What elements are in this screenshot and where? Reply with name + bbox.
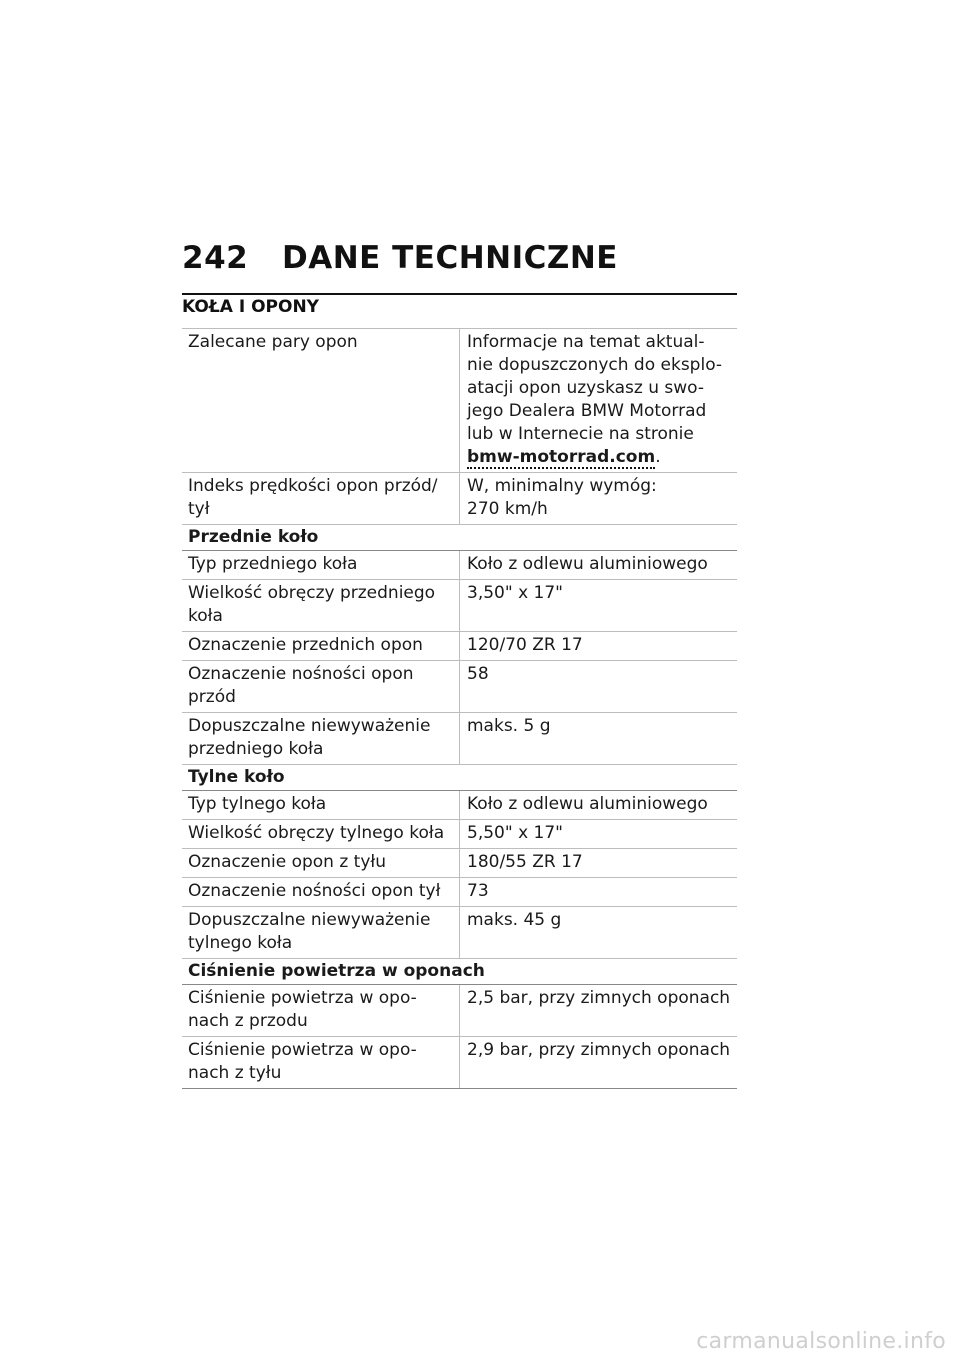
table-row: Dopuszczalne niewyważenie przedniego koła maks. 5 g	[182, 713, 737, 765]
table-row: Typ tylnego koła Koło z odlewu aluminiowego	[182, 791, 737, 820]
table-row: Oznaczenie nośności opon przód 58	[182, 661, 737, 713]
table-row: Wielkość obręczy przedniego koła 3,50" x 17"	[182, 580, 737, 632]
table-row: Wielkość obręczy tylnego koła 5,50" x 17"	[182, 820, 737, 849]
table-row: Dopuszczalne niewyważenie tylnego koła maks. 45 g	[182, 907, 737, 959]
spec-table	[182, 328, 737, 1089]
table-row: Typ przedniego koła Koło z odlewu aluminiowego	[182, 551, 737, 580]
table-row: Oznaczenie przednich opon 120/70 ZR 17	[182, 632, 737, 661]
table-row	[182, 329, 737, 473]
section-title: KOŁA I OPONY	[182, 297, 319, 317]
spec-value: Informacje na temat aktual- nie dopuszczonych do eksplo- atacji opon uzyskasz u swo- jego Dealera BMW Motorrad lub w Internecie na stronie bmw-motorrad.com.	[460, 329, 738, 473]
page-header	[182, 240, 618, 276]
website-link[interactable]: bmw-motorrad.com	[467, 447, 656, 467]
table-row	[182, 473, 737, 525]
chapter-title: DANE TECHNICZNE	[282, 240, 618, 276]
group-header-front: Przednie koło	[182, 525, 737, 551]
spec-value: W, minimalny wymóg: 270 km/h	[460, 473, 738, 525]
table-row: Oznaczenie opon z tyłu 180/55 ZR 17	[182, 849, 737, 878]
group-header-rear: Tylne koło	[182, 765, 737, 791]
watermark: carmanualsonline.info	[696, 1329, 946, 1354]
table-row: Ciśnienie powietrza w opo- nach z tyłu 2,9 bar, przy zimnych oponach	[182, 1037, 737, 1089]
table-row: Oznaczenie nośności opon tył 73	[182, 878, 737, 907]
table-row: Ciśnienie powietrza w opo- nach z przodu 2,5 bar, przy zimnych oponach	[182, 985, 737, 1037]
spec-label: Zalecane pary opon	[182, 329, 460, 473]
header-rule	[182, 293, 737, 295]
group-header-pressure: Ciśnienie powietrza w oponach	[182, 959, 737, 985]
spec-label: Indeks prędkości opon przód/ tył	[182, 473, 460, 525]
page-number: 242	[182, 240, 249, 276]
